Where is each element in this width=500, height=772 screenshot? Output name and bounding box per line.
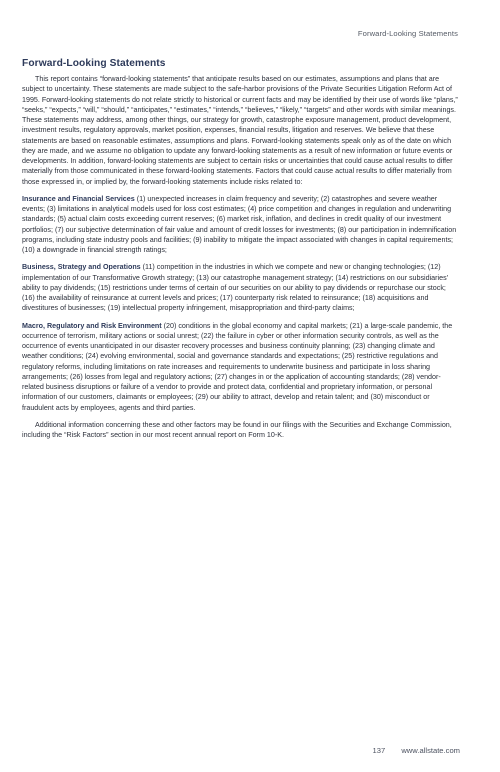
risk-heading-insurance: Insurance and Financial Services <box>22 194 135 203</box>
risk-paragraph-insurance <box>22 194 460 256</box>
running-header: Forward-Looking Statements <box>357 29 458 38</box>
risk-paragraph-macro <box>22 321 460 413</box>
risk-text-business: (11) competition in the industries in which we compete and new or changing technologies; (12) implementation of our Transformative Growth strategy; (13) our catastrophe management strategy; (14) restrictions on our subsidiaries’ ability to pay dividends; (15) restrictions under terms of certain of our securities on our ability to pay dividends or repurchase our stock; (16) the availability of reinsurance at current levels and prices; (17) counterparty risk related to reinsurance; (18) acquisitions and divestitures of businesses; (19) intellectual property infringement, misappropriation and third-party claims; <box>22 263 448 313</box>
risk-heading-business: Business, Strategy and Operations <box>22 263 141 272</box>
closing-paragraph: Additional information concerning these and other factors may be found in our filings with the Securities and Exchange Commission, including the “Risk Factors” section in our most recent annual report on Form 10-K. <box>22 420 452 439</box>
page-footer <box>373 746 460 755</box>
risk-text-insurance: (1) unexpected increases in claim frequency and severity; (2) catastrophes and severe weather events; (3) limitations in analytical models used for loss cost estimates; (4) price competition and changes in regulation and underwriting standards; (5) actual claim costs exceeding current reserves; (6) market risk, inflation, and declines in credit quality of our investment portfolios; (7) our subjective determination of fair value and amount of credit losses for investments; (8) our participation in indemnification programs, including state industry pools and facilities; (9) inability to mitigate the impact associated with changes in capital requirements; (10) a downgrade in financial strength ratings; <box>22 194 457 254</box>
risk-heading-macro: Macro, Regulatory and Risk Environment <box>22 321 162 330</box>
risk-paragraph-business <box>22 262 460 313</box>
section-title: Forward-Looking Statements <box>22 58 166 69</box>
risk-text-macro: (20) conditions in the global economy and capital markets; (21) a large-scale pandemic, the occurrence of terrorism, military actions or social unrest; (22) the failure in cyber or other information security controls, as well as the occurrence of events unanticipated in our disaster recovery processes and business continuity planning; (23) changing climate and weather conditions; (24) evolving environmental, social and governance standards and expectations; (25) restrictive regulations and regulatory reforms, including limitations on rate increases and requirements to underwrite business and participate in loss sharing arrangements; (26) losses from legal and regulatory actions; (27) changes in or the application of accounting standards; (28) vendor-related business disruptions or failure of a vendor to provide and protect data, confidential and proprietary information, or personal information of our customers, claimants or employees; (29) our ability to attract, develop and retain talent; and (30) misconduct or fraudulent acts by employees, agents and third parties. <box>22 321 453 412</box>
website-link[interactable]: www.allstate.com <box>401 746 460 755</box>
intro-paragraph: This report contains “forward-looking statements” that anticipate results based on our estimates, assumptions and plans that are subject to uncertainty. These statements are made subject to the safe-harbor provisions of the Private Securities Litigation Reform Act of 1995. Forward-looking statements do not relate strictly to historical or current facts and may be identified by their use of words like “plans,” “seeks,” “expects,” “will,” “should,” “anticipates,” “estimates,” “intends,” “believes,” “likely,” “targets” and other words with similar meanings. These statements may address, among other things, our strategy for growth, catastrophe exposure management, product development, investment results, regulatory approvals, market position, expenses, financial results, litigation and reserves. We believe that these statements are based on reasonable estimates, assumptions and plans. Forward-looking statements speak only as of the date on which they are made, and we assume no obligation to update any forward-looking statements as a result of new information or future events or developments. In addition, forward-looking statements are subject to certain risks or uncertainties that could cause actual results to differ materially from those communicated in these forward-looking statements. Factors that could cause actual results to differ materially from those expressed in, or implied by, the forward-looking statements include risks related to: <box>22 75 458 186</box>
page-number: 137 <box>372 746 386 755</box>
document-body <box>22 58 460 447</box>
